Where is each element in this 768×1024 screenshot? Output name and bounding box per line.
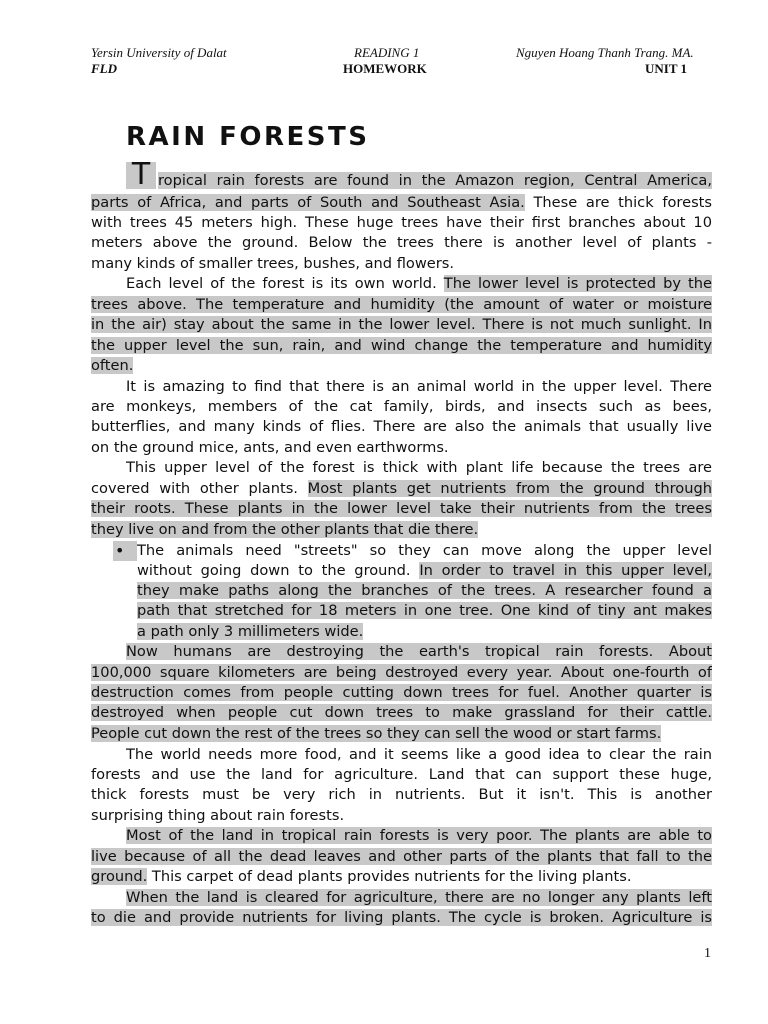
highlighted-text: a path only 3 millimeters wide.	[137, 623, 364, 640]
page-title: RAIN FORESTS	[126, 122, 370, 152]
text-span: without going down to the ground.	[137, 562, 420, 579]
header-course: READING 1	[354, 45, 420, 60]
text-span: The world needs more food, and it seems like a good idea to clear the rain	[126, 746, 712, 763]
text-line	[91, 438, 712, 458]
text-line	[91, 315, 712, 335]
text-line	[91, 785, 712, 805]
highlighted-text: ground.	[91, 868, 148, 885]
text-line	[91, 847, 712, 867]
header-author: Nguyen Hoang Thanh Trang. MA.	[516, 45, 694, 60]
highlighted-text: Most plants get nutrients from the ground through	[307, 480, 712, 497]
text-line	[91, 213, 712, 233]
text-line	[91, 336, 712, 356]
text-line	[91, 193, 712, 213]
text-line	[91, 867, 712, 887]
text-line	[137, 561, 712, 581]
text-line	[91, 417, 712, 437]
highlighted-text: People cut down the rest of the trees so they can sell the wood or start farms.	[91, 725, 662, 742]
highlighted-text: Now humans are destroying the earth's tropical rain forests. About	[126, 643, 712, 660]
text-line	[91, 520, 712, 540]
highlighted-text: parts of Africa, and parts of South and Southeast Asia.	[91, 194, 525, 211]
header-assignment: HOMEWORK	[343, 61, 427, 76]
header-university: Yersin University of Dalat	[91, 45, 227, 60]
highlighted-text: ropical rain forests are found in the Amazon region, Central America,	[158, 172, 712, 189]
text-span: forests and use the land for agriculture. Land that can support these huge,	[91, 766, 712, 783]
text-span: It is amazing to find that there is an animal world in the upper level. There	[126, 378, 712, 395]
highlighted-text: they make paths along the branches of the trees. A researcher found a	[137, 582, 712, 599]
highlighted-text: they live on and from the other plants that die there.	[91, 521, 479, 538]
highlighted-text: destroyed when people cut down trees to make grassland for their cattle.	[91, 704, 712, 721]
drop-cap: T	[126, 162, 156, 189]
text-line	[91, 663, 712, 683]
text-line	[91, 295, 712, 315]
text-line	[91, 765, 712, 785]
text-span: thick forests must be very rich in nutrients. But it isn't. This is another	[91, 786, 712, 803]
text-line	[91, 274, 712, 294]
text-line	[91, 908, 712, 928]
text-line	[91, 724, 712, 744]
text-line	[91, 642, 712, 662]
text-span: with trees 45 meters high. These huge trees have their first branches about 10	[91, 214, 712, 231]
text-span: The animals need "streets" so they can move along the upper level	[137, 542, 712, 559]
text-line	[91, 888, 712, 908]
highlighted-text: in the air) stay about the same in the lower level. There is not much sunlight. In	[91, 316, 712, 333]
text-line	[158, 171, 712, 191]
highlighted-text: trees above. The temperature and humidity (the amount of water or moisture	[91, 296, 712, 313]
highlighted-text: to die and provide nutrients for living plants. The cycle is broken. Agriculture is	[91, 909, 712, 926]
page-number: 1	[704, 946, 711, 961]
highlighted-text: When the land is cleared for agriculture, there are no longer any plants left	[126, 889, 712, 906]
highlighted-text: In order to travel in this upper level,	[419, 562, 712, 579]
text-span: meters above the ground. Below the trees there is another level of plants -	[91, 234, 712, 251]
highlighted-text: destruction comes from people cutting down trees for fuel. Another quarter is	[91, 684, 712, 701]
text-span: butterflies, and many kinds of flies. There are also the animals that usually live	[91, 418, 712, 435]
text-line	[91, 479, 712, 499]
text-line	[91, 499, 712, 519]
text-span: This carpet of dead plants provides nutrients for the living plants.	[147, 868, 632, 885]
text-line	[137, 541, 712, 561]
highlighted-text: live because of all the dead leaves and other parts of the plants that fall to the	[91, 848, 712, 865]
text-line	[137, 601, 712, 621]
text-span: surprising thing about rain forests.	[91, 807, 345, 824]
text-span: many kinds of smaller trees, bushes, and flowers.	[91, 255, 454, 272]
text-line	[91, 683, 712, 703]
text-line	[91, 458, 712, 478]
header-department: FLD	[91, 61, 117, 76]
highlighted-text: path that stretched for 18 meters in one tree. One kind of tiny ant makes	[137, 602, 712, 619]
highlighted-text: the upper level the sun, rain, and wind change the temperature and humidity	[91, 337, 712, 354]
text-span: These are thick forests	[524, 194, 712, 211]
text-span: on the ground mice, ants, and even earthworms.	[91, 439, 449, 456]
text-line	[91, 703, 712, 723]
text-line	[137, 622, 712, 642]
text-line	[91, 397, 712, 417]
header-unit: UNIT 1	[645, 61, 688, 76]
text-span: covered with other plants.	[91, 480, 308, 497]
text-line	[91, 826, 712, 846]
text-line	[91, 377, 712, 397]
highlighted-text: 100,000 square kilometers are being destroyed every year. About one-fourth of	[91, 664, 712, 681]
highlighted-text: Most of the land in tropical rain forests is very poor. The plants are able to	[126, 827, 712, 844]
text-line	[137, 581, 712, 601]
text-line	[91, 233, 712, 253]
text-line	[91, 254, 712, 274]
text-line	[91, 745, 712, 765]
text-span: are monkeys, members of the cat family, birds, and insects such as bees,	[91, 398, 712, 415]
highlighted-text: often.	[91, 357, 134, 374]
text-line	[91, 806, 712, 826]
highlighted-text: their roots. These plants in the lower level take their nutrients from the trees	[91, 500, 712, 517]
text-line	[91, 356, 712, 376]
bullet-marker: •	[113, 541, 137, 561]
highlighted-text: The lower level is protected by the	[443, 275, 712, 292]
text-span: This upper level of the forest is thick with plant life because the trees are	[126, 459, 712, 476]
text-span: Each level of the forest is its own world.	[126, 275, 444, 292]
